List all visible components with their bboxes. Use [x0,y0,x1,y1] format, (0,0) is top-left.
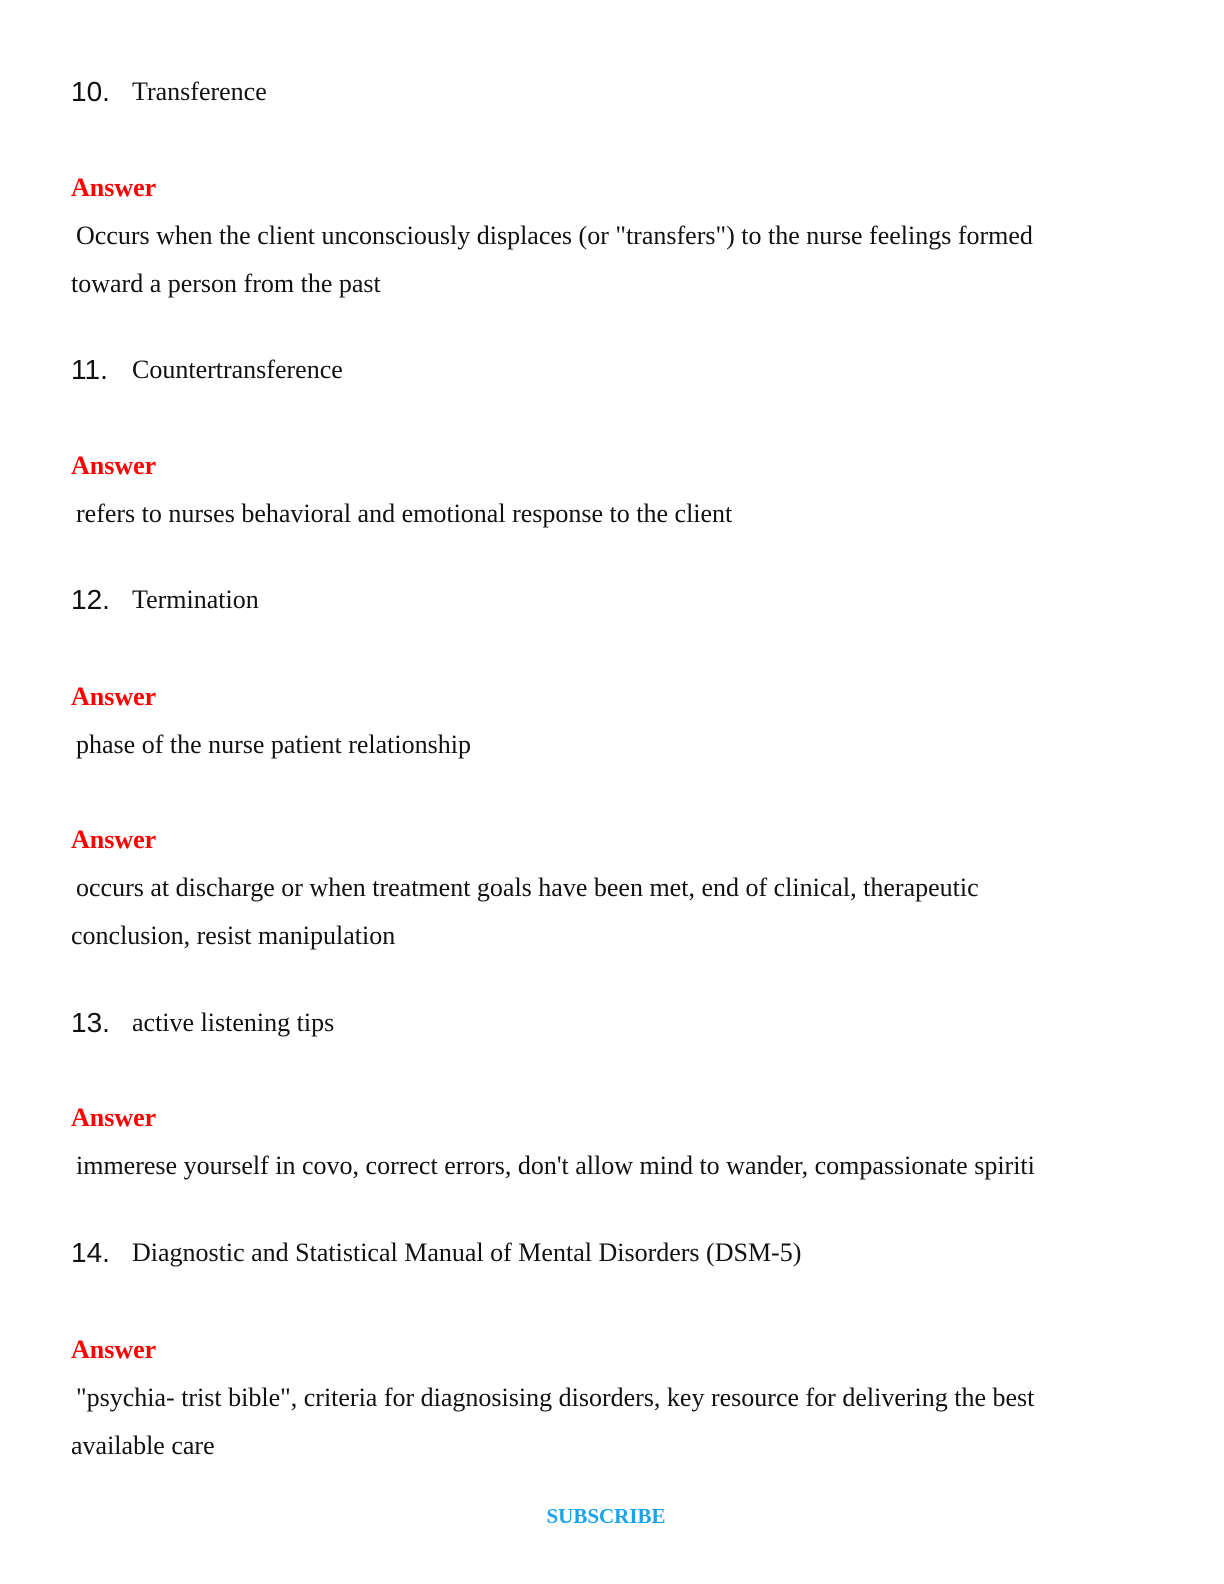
question-number: 12. [71,584,110,615]
question-term: Transference [132,77,267,106]
question-number: 11. [71,354,108,385]
answer-line: "psychia- trist bible", criteria for diagnosising disorders, key resource for delivering the best [76,1383,1035,1412]
answer-label: Answer [71,682,157,711]
answer-text [71,864,1131,960]
answer-label: Answer [71,825,157,854]
answer-line: available care [71,1431,215,1460]
question-term: Countertransference [132,355,343,384]
answer-label: Answer [71,451,157,480]
question-number: 10. [71,76,110,107]
answer-line: refers to nurses behavioral and emotional response to the client [76,499,733,528]
question-number: 13. [71,1007,110,1038]
answer-line: phase of the nurse patient relationship [76,730,471,759]
question-number: 14. [71,1237,110,1268]
answer-text [71,490,1131,538]
answer-text [71,212,1131,308]
subscribe-link[interactable]: SUBSCRIBE [546,1504,666,1528]
answer-line: occurs at discharge or when treatment goals have been met, end of clinical, therapeutic [76,873,979,902]
answer-label: Answer [71,1335,157,1364]
answer-line: immerese yourself in covo, correct errors, don't allow mind to wander, compassionate spiriti [76,1151,1035,1180]
answer-label: Answer [71,173,157,202]
answer-line: conclusion, resist manipulation [71,921,396,950]
answer-text [71,721,1131,769]
answer-line: toward a person from the past [71,269,381,298]
answer-text [71,1374,1131,1470]
question-term: active listening tips [132,1008,335,1037]
answer-text [71,1142,1131,1190]
answer-label: Answer [71,1103,157,1132]
question-term: Termination [132,585,259,614]
question-term: Diagnostic and Statistical Manual of Mental Disorders (DSM-5) [132,1238,802,1267]
answer-line: Occurs when the client unconsciously displaces (or "transfers") to the nurse feelings formed [76,221,1033,250]
